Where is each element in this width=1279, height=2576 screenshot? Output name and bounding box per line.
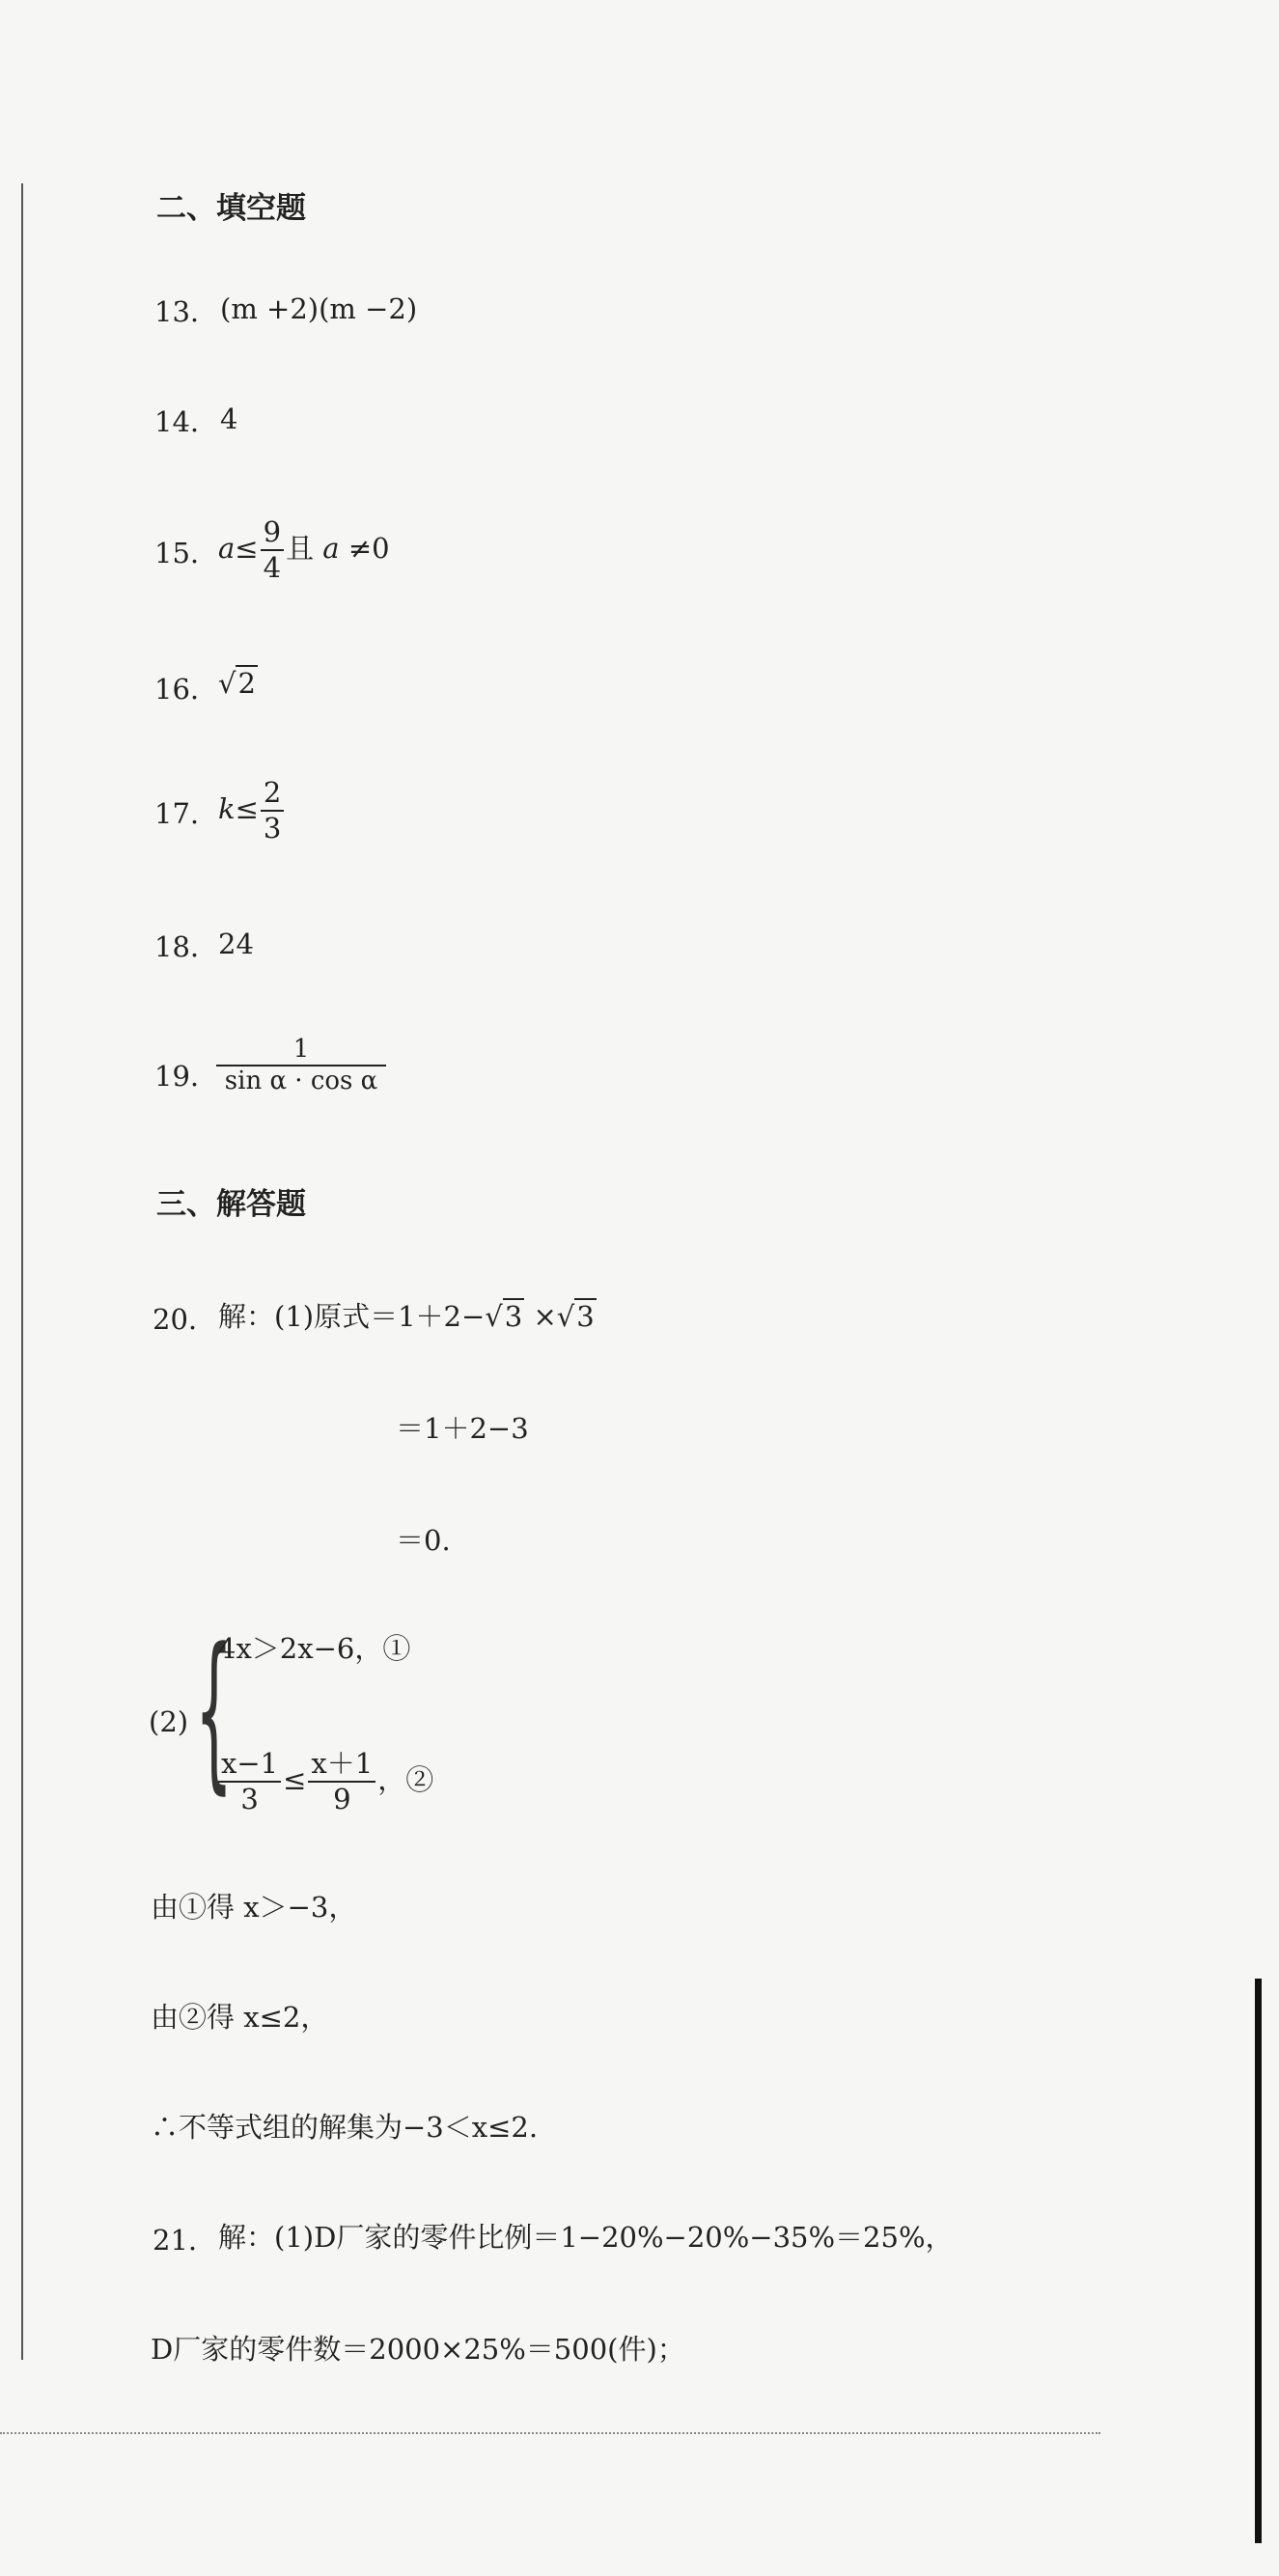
q21-line2: D厂家的零件数＝2000×25%＝500(件)； [151,2333,685,2366]
q19-number: 19. [154,1060,200,1093]
q20-intro: 解：(1)原式＝1＋2− [218,1300,486,1333]
q20-times: × [533,1300,557,1333]
q16-radicand: 2 [237,667,256,700]
q17-answer [218,776,286,845]
q14-number: 14. [154,405,200,438]
q20-ineq2-rel: ≤ [283,1762,307,1796]
q20-radicand-1: 3 [504,1300,523,1333]
q16-answer [218,667,258,700]
q20-part2-label: (2) [149,1705,189,1738]
q15-conj: 且 [286,531,315,565]
q13-answer: (m +2)(m −2) [220,292,418,325]
q21-line1: 解：(1)D厂家的零件比例＝1−20%−20%−35%＝25%， [218,2221,954,2254]
q17-var: k [218,791,236,825]
q20-ineq2-tail: ，② [377,1762,434,1796]
q20-from-1: 由①得 x＞−3， [151,1891,357,1924]
q16-radical-sign: √ [218,667,236,700]
q20-ineq2-left-num: x−1 [221,1747,279,1780]
q18-answer: 24 [218,928,254,960]
q19-denominator: sin α · cos α [216,1065,386,1096]
dotted-cut-line [0,2432,1100,2434]
q20-inequality-2 [216,1747,433,1816]
q13-number: 13. [154,295,200,328]
q15-answer [218,515,390,585]
q17-number: 17. [154,797,200,830]
q15-tail: ≠0 [348,531,390,565]
q20-ineq2-right-fraction [308,1747,375,1816]
q18-number: 18. [154,930,200,963]
q20-number: 20. [153,1303,198,1336]
left-margin-line [21,183,23,2360]
q15-numerator: 9 [263,515,282,548]
q15-denominator: 4 [261,549,284,585]
q20-step3: ＝0. [396,1524,451,1557]
q15-var2: a [322,531,340,565]
q17-fraction [261,776,284,845]
q19-answer [214,1035,388,1096]
q20-system-brace: { [195,1612,234,1810]
q20-conclusion: ∴不等式组的解集为−3＜x≤2. [151,2111,539,2144]
q17-numerator: 2 [263,776,282,809]
q20-from-2: 由②得 x≤2， [151,2001,329,2034]
q19-fraction [216,1035,386,1096]
q15-rel: ≤ [235,531,259,565]
q20-ineq2-right-den: 9 [308,1781,375,1816]
q19-numerator: 1 [292,1035,310,1064]
q17-rel: ≤ [235,791,259,825]
q21-number: 21. [153,2224,198,2257]
q20-radicand-2: 3 [576,1300,595,1333]
q17-denominator: 3 [261,810,284,845]
q16-number: 16. [154,673,200,706]
section-heading-solutions: 三、解答题 [156,1187,306,1222]
q20-inequality-1: 4x＞2x−6，① [218,1632,411,1665]
right-binding-edge [1255,1979,1262,2543]
section-heading-fill-in: 二、填空题 [156,191,306,226]
q20-line1: 解：(1)原式＝1＋2−√3 ×√3 [218,1300,595,1333]
q20-step2: ＝1＋2−3 [396,1412,529,1445]
q20-ineq2-left-den: 3 [218,1781,281,1816]
q15-var: a [218,531,236,565]
q15-number: 15. [154,537,200,569]
q20-ineq2-left-fraction [218,1747,281,1816]
q20-ineq2-right-num: x＋1 [311,1747,374,1780]
q15-fraction [261,515,284,585]
q14-answer: 4 [220,402,238,435]
